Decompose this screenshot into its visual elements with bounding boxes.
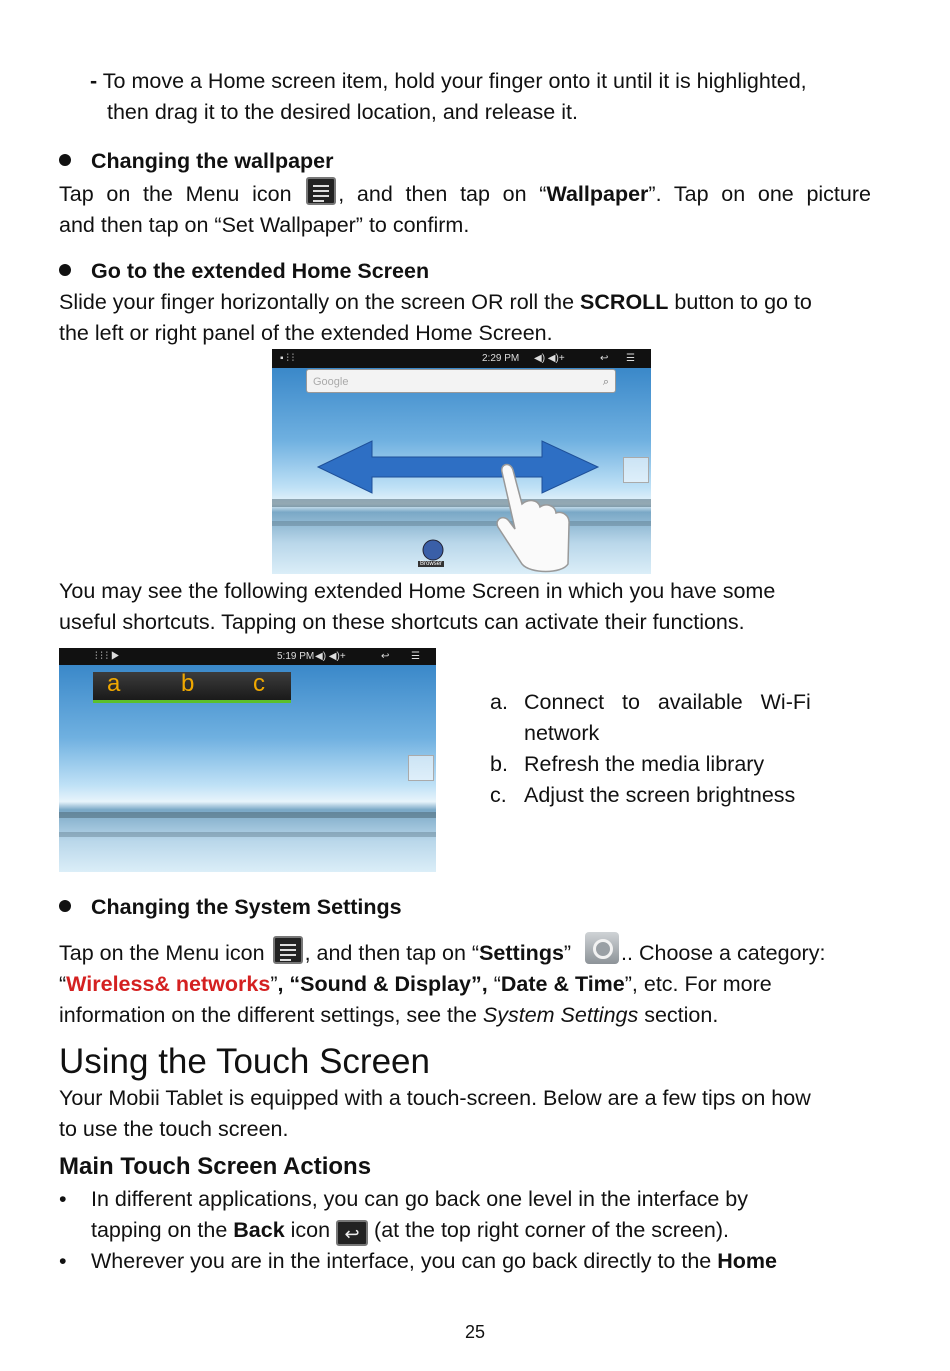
- settings-line3: [59, 1000, 879, 1031]
- extended-body: [59, 287, 871, 349]
- status-time: 2:29 PM: [482, 353, 520, 364]
- settings-text5: ”, etc. For more: [624, 972, 772, 996]
- extended-heading-text: Go to the extended Home Screen: [91, 259, 430, 283]
- intro-line1: To move a Home screen item, hold your finger onto it until it is highlighted,: [102, 69, 807, 93]
- settings-line2: [59, 969, 879, 1000]
- screenshot-home-shortcuts: [59, 648, 436, 872]
- list-letter: a.: [490, 690, 508, 714]
- quote: ”: [270, 972, 278, 996]
- system-settings-ref: System Settings: [482, 1003, 639, 1027]
- power-widget: [93, 672, 291, 703]
- wallpaper-bold: Wallpaper: [546, 182, 649, 206]
- back-icon: ↩: [381, 651, 390, 662]
- quote: “: [493, 972, 501, 996]
- dash-marker: -: [90, 69, 98, 93]
- wallpaper-heading: [59, 146, 334, 177]
- shortcuts-line1: You may see the following extended Home Screen in which you have some: [59, 579, 776, 603]
- list-text: Connect to available Wi-Fi: [524, 690, 811, 714]
- settings-text2: , and then tap on “: [304, 941, 480, 965]
- settings-heading-text: Changing the System Settings: [91, 895, 402, 919]
- shortcuts-text: [59, 576, 871, 638]
- b1-line2: [91, 1215, 871, 1246]
- settings-gear-icon: [585, 932, 619, 964]
- extended-line2: the left or right panel of the extended Home Screen.: [59, 321, 553, 345]
- wallpaper-text2: , and then tap on “: [338, 182, 547, 206]
- page-number: 25: [464, 1322, 486, 1342]
- wireless-category: Wireless& networks: [66, 972, 271, 996]
- b1-text2: icon: [284, 1218, 337, 1242]
- b1-text3: (at the top right corner of the screen).: [368, 1218, 729, 1242]
- widget-label-b: b: [181, 670, 195, 697]
- list-item: [490, 749, 830, 780]
- widget-label-a: a: [107, 670, 121, 697]
- settings-heading: [59, 892, 402, 923]
- settings-text6: information on the different settings, see the: [59, 1003, 483, 1027]
- touch-actions-list: [59, 1184, 871, 1277]
- home-bold: Home: [717, 1249, 777, 1273]
- b2-text1: Wherever you are in the interface, you can go back directly to the: [91, 1249, 718, 1273]
- intro-line2: then drag it to the desired location, and release it.: [107, 100, 578, 124]
- volume-icons: ◀) ◀)+: [315, 651, 346, 662]
- wallpaper-heading-text: Changing the wallpaper: [91, 149, 334, 173]
- settings-text4: .. Choose a category:: [621, 941, 826, 965]
- list-text-cont: network: [524, 721, 600, 745]
- search-placeholder: Google: [313, 376, 349, 388]
- bullet-icon: [59, 154, 71, 166]
- settings-text3: ”: [563, 941, 572, 965]
- search-icon: ⌕: [602, 376, 609, 388]
- sound-category: , “Sound & Display”,: [277, 972, 494, 996]
- wallpaper-text3: ”. Tap on one picture: [648, 182, 871, 206]
- wallpaper-line2: and then tap on “Set Wallpaper” to confirm.: [59, 213, 470, 237]
- list-letter: c.: [490, 783, 507, 807]
- list-text: Adjust the screen brightness: [524, 783, 796, 807]
- settings-bold: Settings: [479, 941, 564, 965]
- list-text: Refresh the media library: [524, 752, 765, 776]
- subsection-title: Main Touch Screen Actions: [59, 1153, 372, 1180]
- section-title: Using the Touch Screen: [59, 1042, 430, 1081]
- menu-icon: ☰: [411, 651, 420, 662]
- shortcuts-line2: useful shortcuts. Tapping on these shortcuts can activate their functions.: [59, 610, 745, 634]
- wallpaper-text1: Tap on the Menu icon: [59, 182, 292, 206]
- back-bold: Back: [233, 1218, 285, 1242]
- date-category: Date & Time: [500, 972, 625, 996]
- menu-icon: [273, 936, 303, 964]
- browser-app-icon: [423, 540, 443, 560]
- app-drawer-icon: [408, 755, 434, 781]
- horizon-land-2: [59, 832, 436, 837]
- extended-text1: Slide your finger horizontally on the screen OR roll the: [59, 290, 581, 314]
- b1-line1: • In different applications, you can go back one level in the interface by: [91, 1187, 748, 1211]
- extended-bold: SCROLL: [580, 290, 669, 314]
- touch-line1: Your Mobii Tablet is equipped with a touch-screen. Below are a few tips on how: [59, 1086, 811, 1110]
- list-letter: b.: [490, 752, 508, 776]
- volume-icons: ◀) ◀)+: [534, 353, 565, 364]
- bullet-icon: [59, 264, 71, 276]
- menu-icon: [306, 177, 336, 205]
- touch-intro: [59, 1083, 871, 1145]
- horizon-land: [59, 812, 436, 818]
- list-item: [59, 1184, 871, 1246]
- screenshot-home-scroll: [272, 349, 651, 574]
- intro-item: [90, 66, 880, 128]
- wallpaper-line1: [59, 177, 871, 210]
- touch-line2: to use the touch screen.: [59, 1117, 289, 1141]
- double-arrow-icon: [318, 441, 598, 493]
- list-item: [490, 687, 830, 749]
- app-drawer-icon: [623, 457, 649, 483]
- notification-icons: ⫶ ⫶ ⫶ ▶: [95, 651, 120, 662]
- shortcut-list: [490, 687, 830, 811]
- back-icon: ↩: [336, 1220, 368, 1246]
- quote: “: [59, 972, 67, 996]
- list-item: [59, 1246, 871, 1277]
- settings-text7: section.: [638, 1003, 719, 1027]
- widget-label-c: c: [253, 670, 265, 697]
- settings-line1: [59, 932, 879, 969]
- list-item: [490, 780, 830, 811]
- back-icon: ↩: [600, 353, 609, 364]
- browser-app-label: Browser: [420, 561, 443, 567]
- wallpaper-body: [59, 177, 871, 241]
- notification-icons: ▪ ⫶ ⫶: [280, 353, 295, 364]
- settings-text1: Tap on the Menu icon: [59, 941, 271, 965]
- settings-body: [59, 932, 879, 1031]
- bullet-icon: [59, 900, 71, 912]
- extended-text2: button to go to: [668, 290, 812, 314]
- b1-text1: tapping on the: [91, 1218, 234, 1242]
- menu-icon: ☰: [626, 353, 635, 364]
- swipe-arrow-graphic: [272, 349, 651, 574]
- status-time: 5:19 PM: [277, 651, 315, 662]
- status-bar: [59, 648, 436, 665]
- extended-heading: [59, 256, 429, 287]
